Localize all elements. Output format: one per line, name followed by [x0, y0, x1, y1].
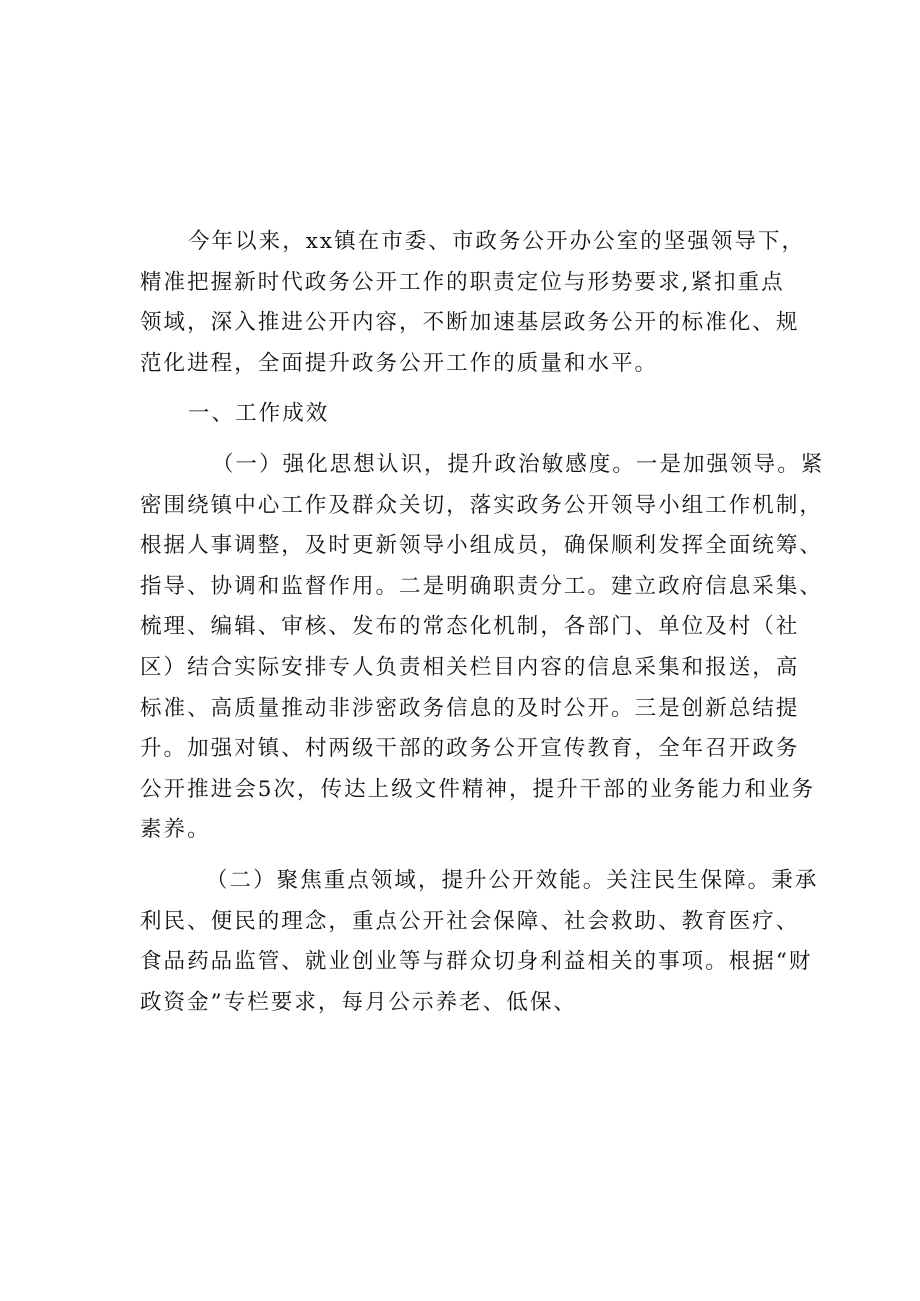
intro-paragraph [140, 222, 806, 384]
paragraph-line: （二）聚焦重点领域，提升公开效能。关注民生保障。秉承 [206, 867, 819, 893]
heading-line: 一、工作成效 [188, 401, 330, 427]
paragraph-line: 密围绕镇中心工作及群众关切，落实政务公开领导小组工作机制， [140, 492, 823, 518]
section-heading [140, 394, 795, 435]
paragraph-line: （一）强化思想认识，提升政治敏感度。一是加强领导。紧 [212, 451, 825, 477]
paragraph-line: 素养。 [140, 817, 211, 843]
paragraph-line: 标准、高质量推动非涉密政务信息的及时公开。三是创新总结提 [140, 695, 800, 721]
paragraph-line: 公开推进会5次，传达上级文件精神，提升干部的业务能力和业务 [140, 776, 816, 802]
document-body [140, 222, 825, 1023]
paragraph-line: 领域，深入推进公开内容，不断加速基层政务公开的标准化、规 [140, 310, 800, 336]
paragraph-line: 升。加强对镇、村两级干部的政务公开宣传教育，全年召开政务 [140, 736, 800, 762]
paragraph-line: 利民、便民的理念，重点公开社会保障、社会救助、教育医疗、 [140, 908, 800, 934]
paragraph-line: 指导、协调和监督作用。二是明确职责分工。建立政府信息采集、 [140, 573, 823, 599]
paragraph-line: 今年以来，xx镇在市委、市政务公开办公室的坚强领导下， [188, 229, 806, 254]
paragraph-line: 区）结合实际安排专人负责相关栏目内容的信息采集和报送，高 [140, 654, 800, 680]
subsection-2-paragraph [140, 861, 819, 1023]
paragraph-line: 范化进程，全面提升政务公开工作的质量和水平。 [140, 350, 659, 376]
paragraph-line: 根据人事调整，及时更新领导小组成员，确保顺利发挥全面统筹、 [140, 533, 823, 559]
paragraph-line: 精准把握新时代政务公开工作的职责定位与形势要求,紧扣重点 [140, 269, 785, 295]
paragraph-line: 食品药品监管、就业创业等与群众切身利益相关的事项。根据“财 [140, 949, 813, 975]
paragraph-line: 政资金”专栏要求，每月公示养老、低保、 [140, 989, 577, 1015]
subsection-1-paragraph [140, 445, 825, 851]
paragraph-line: 梳理、编辑、审核、发布的常态化机制，各部门、单位及村（社 [140, 614, 800, 640]
